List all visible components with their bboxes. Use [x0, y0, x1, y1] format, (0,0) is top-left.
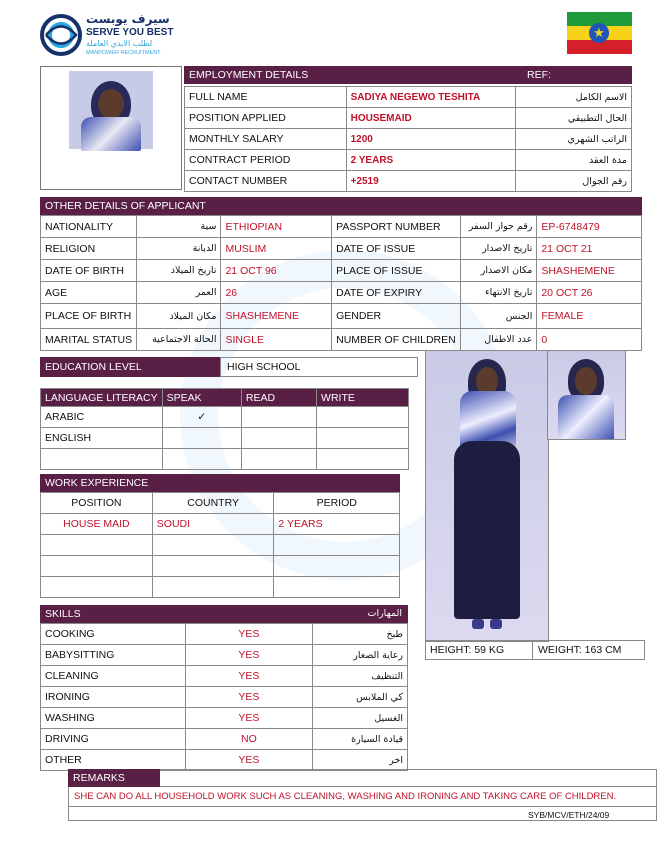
- language-column-header: LANGUAGE LITERACY: [41, 389, 163, 407]
- skills-table: [40, 623, 408, 771]
- detail-label-arabic: مكان الاصدار: [460, 260, 537, 282]
- employment-row: [185, 108, 632, 129]
- applicant-detail-row: [41, 304, 642, 329]
- speak-check: [162, 428, 241, 449]
- ethiopia-flag: [567, 12, 632, 54]
- detail-label: RELIGION: [41, 238, 137, 260]
- skill-name: DRIVING: [41, 729, 186, 750]
- detail-value: EP-6748479: [537, 216, 642, 238]
- read-check: [241, 449, 316, 470]
- field-label-arabic: الاسم الكامل: [516, 87, 632, 108]
- speak-check: ✓: [162, 407, 241, 428]
- work-position: [41, 556, 153, 577]
- write-check: [317, 407, 409, 428]
- other-details-table: [40, 215, 642, 351]
- detail-label-arabic: مكان الميلاد: [137, 304, 221, 329]
- field-value: 1200: [346, 129, 516, 150]
- weight-value: WEIGHT: 163 CM: [532, 641, 621, 659]
- detail-label: PLACE OF BIRTH: [41, 304, 137, 329]
- applicant-detail-row: [41, 329, 642, 351]
- logo-arabic-name: سيرف يوبست: [86, 12, 170, 26]
- skill-name: IRONING: [41, 687, 186, 708]
- detail-label: AGE: [41, 282, 137, 304]
- height-value: HEIGHT: 59 KG: [430, 644, 505, 656]
- employment-details-table: [184, 86, 632, 192]
- work-country: SOUDI: [152, 514, 274, 535]
- logo-tagline: MANPOWER RECRUITMENT: [86, 50, 161, 56]
- skill-name-arabic: اخر: [313, 750, 408, 771]
- work-country: [152, 535, 274, 556]
- skill-value: YES: [185, 687, 313, 708]
- work-column-header: PERIOD: [274, 493, 400, 514]
- work-position: [41, 577, 153, 598]
- logo-mark-icon: [40, 14, 82, 56]
- work-experience-header: WORK EXPERIENCE: [40, 474, 400, 492]
- detail-label-arabic: تاريخ الميلاد: [137, 260, 221, 282]
- language-column-header: SPEAK: [162, 389, 241, 407]
- skill-name-arabic: رعاية الصغار: [313, 645, 408, 666]
- language-name: [41, 449, 163, 470]
- skill-value: NO: [185, 729, 313, 750]
- detail-label-arabic: عدد الاطفال: [460, 329, 537, 351]
- language-row: [41, 449, 409, 470]
- skill-row: [41, 750, 408, 771]
- employment-row: [185, 87, 632, 108]
- work-period: [274, 535, 400, 556]
- applicant-portrait-photo: [547, 350, 626, 440]
- employment-row: [185, 150, 632, 171]
- detail-label-arabic: الحالة الاجتماعية: [137, 329, 221, 351]
- work-row: [41, 577, 400, 598]
- skill-row: [41, 687, 408, 708]
- detail-label: PLACE OF ISSUE: [332, 260, 461, 282]
- employment-row: [185, 171, 632, 192]
- field-label: FULL NAME: [185, 87, 347, 108]
- work-country: [152, 577, 274, 598]
- remarks-header: REMARKS: [68, 769, 160, 787]
- skill-name-arabic: قيادة السيارة: [313, 729, 408, 750]
- company-logo: [40, 12, 180, 60]
- detail-label: NUMBER OF CHILDREN: [332, 329, 461, 351]
- write-check: [317, 449, 409, 470]
- skill-row: [41, 645, 408, 666]
- detail-label: DATE OF BIRTH: [41, 260, 137, 282]
- work-position: [41, 535, 153, 556]
- field-label-arabic: رقم الجوال: [516, 171, 632, 192]
- detail-label-arabic: سية: [137, 216, 221, 238]
- detail-value: ETHIOPIAN: [221, 216, 332, 238]
- skill-name-arabic: الغسيل: [313, 708, 408, 729]
- field-value: SADIYA NEGEWO TESHITA: [346, 87, 516, 108]
- language-row: [41, 428, 409, 449]
- language-column-header: WRITE: [317, 389, 409, 407]
- remarks-header-extension: [160, 769, 657, 787]
- skill-row: [41, 624, 408, 645]
- detail-label: GENDER: [332, 304, 461, 329]
- work-row: [41, 556, 400, 577]
- skills-header: [40, 605, 408, 623]
- skill-value: YES: [185, 645, 313, 666]
- detail-label: DATE OF ISSUE: [332, 238, 461, 260]
- employment-details-header: EMPLOYMENT DETAILS: [184, 66, 522, 84]
- speak-check: [162, 449, 241, 470]
- detail-label-arabic: رقم جواز السفر: [460, 216, 537, 238]
- skill-name: CLEANING: [41, 666, 186, 687]
- field-label: POSITION APPLIED: [185, 108, 347, 129]
- detail-label: PASSPORT NUMBER: [332, 216, 461, 238]
- skill-row: [41, 708, 408, 729]
- remarks-text: SHE CAN DO ALL HOUSEHOLD WORK SUCH AS CLEANING, WASHING AND IRONING AND TAKING CARE OF CHILDREN.: [68, 787, 657, 807]
- skill-name: WASHING: [41, 708, 186, 729]
- skill-name: OTHER: [41, 750, 186, 771]
- work-row: [41, 535, 400, 556]
- detail-value: 21 OCT 96: [221, 260, 332, 282]
- detail-value: FEMALE: [537, 304, 642, 329]
- detail-value: SINGLE: [221, 329, 332, 351]
- detail-label-arabic: تاريخ الانتهاء: [460, 282, 537, 304]
- skill-row: [41, 729, 408, 750]
- education-level-label: EDUCATION LEVEL: [40, 357, 220, 377]
- detail-value: 26: [221, 282, 332, 304]
- logo-arabic-tagline: لطلب الايدي العاملة: [86, 39, 153, 48]
- skill-name-arabic: التنظيف: [313, 666, 408, 687]
- field-label: CONTRACT PERIOD: [185, 150, 347, 171]
- field-value: HOUSEMAID: [346, 108, 516, 129]
- work-row: [41, 514, 400, 535]
- field-label-arabic: الراتب الشهري: [516, 129, 632, 150]
- detail-value: 0: [537, 329, 642, 351]
- detail-label-arabic: العمر: [137, 282, 221, 304]
- language-literacy-table: [40, 388, 409, 470]
- detail-label: DATE OF EXPIRY: [332, 282, 461, 304]
- detail-value: SHASHEMENE: [537, 260, 642, 282]
- work-period: [274, 556, 400, 577]
- ref-label: REF:: [522, 66, 632, 84]
- skill-value: YES: [185, 750, 313, 771]
- applicant-detail-row: [41, 260, 642, 282]
- footer-code: SYB/MCV/ETH/24/09: [528, 810, 610, 820]
- measurements-bar: [425, 640, 645, 660]
- field-label-arabic: مدة العقد: [516, 150, 632, 171]
- work-position: HOUSE MAID: [41, 514, 153, 535]
- detail-value: 21 OCT 21: [537, 238, 642, 260]
- work-experience-table: [40, 492, 400, 598]
- skill-name: BABYSITTING: [41, 645, 186, 666]
- language-row: [41, 407, 409, 428]
- field-label-arabic: الحال التطبيقي: [516, 108, 632, 129]
- detail-label: NATIONALITY: [41, 216, 137, 238]
- write-check: [317, 428, 409, 449]
- skill-name-arabic: طبخ: [313, 624, 408, 645]
- detail-value: SHASHEMENE: [221, 304, 332, 329]
- field-label: MONTHLY SALARY: [185, 129, 347, 150]
- skills-title-arabic: المهارات: [367, 608, 402, 619]
- work-period: 2 YEARS: [274, 514, 400, 535]
- education-level-value: HIGH SCHOOL: [220, 357, 418, 377]
- skill-value: YES: [185, 666, 313, 687]
- applicant-detail-row: [41, 216, 642, 238]
- field-value: 2 YEARS: [346, 150, 516, 171]
- read-check: [241, 428, 316, 449]
- work-column-header: POSITION: [41, 493, 153, 514]
- skill-value: YES: [185, 624, 313, 645]
- logo-name: SERVE YOU BEST: [86, 27, 174, 38]
- field-value: +2519: [346, 171, 516, 192]
- work-column-header: COUNTRY: [152, 493, 274, 514]
- language-name: ARABIC: [41, 407, 163, 428]
- detail-label-arabic: الديانة: [137, 238, 221, 260]
- skill-value: YES: [185, 708, 313, 729]
- detail-value: 20 OCT 26: [537, 282, 642, 304]
- skill-name: COOKING: [41, 624, 186, 645]
- detail-label-arabic: تاريخ الاصدار: [460, 238, 537, 260]
- detail-label: MARITAL STATUS: [41, 329, 137, 351]
- work-period: [274, 577, 400, 598]
- read-check: [241, 407, 316, 428]
- applicant-detail-row: [41, 282, 642, 304]
- field-label: CONTACT NUMBER: [185, 171, 347, 192]
- employment-row: [185, 129, 632, 150]
- other-details-header: OTHER DETAILS OF APPLICANT: [40, 197, 642, 215]
- language-column-header: READ: [241, 389, 316, 407]
- detail-label-arabic: الجنس: [460, 304, 537, 329]
- applicant-passport-photo: [40, 66, 182, 190]
- skill-name-arabic: كي الملابس: [313, 687, 408, 708]
- skills-title: SKILLS: [45, 608, 81, 620]
- applicant-full-photo: [425, 350, 549, 642]
- applicant-detail-row: [41, 238, 642, 260]
- work-country: [152, 556, 274, 577]
- flag-emblem-icon: ★: [589, 23, 609, 43]
- skill-row: [41, 666, 408, 687]
- language-name: ENGLISH: [41, 428, 163, 449]
- detail-value: MUSLIM: [221, 238, 332, 260]
